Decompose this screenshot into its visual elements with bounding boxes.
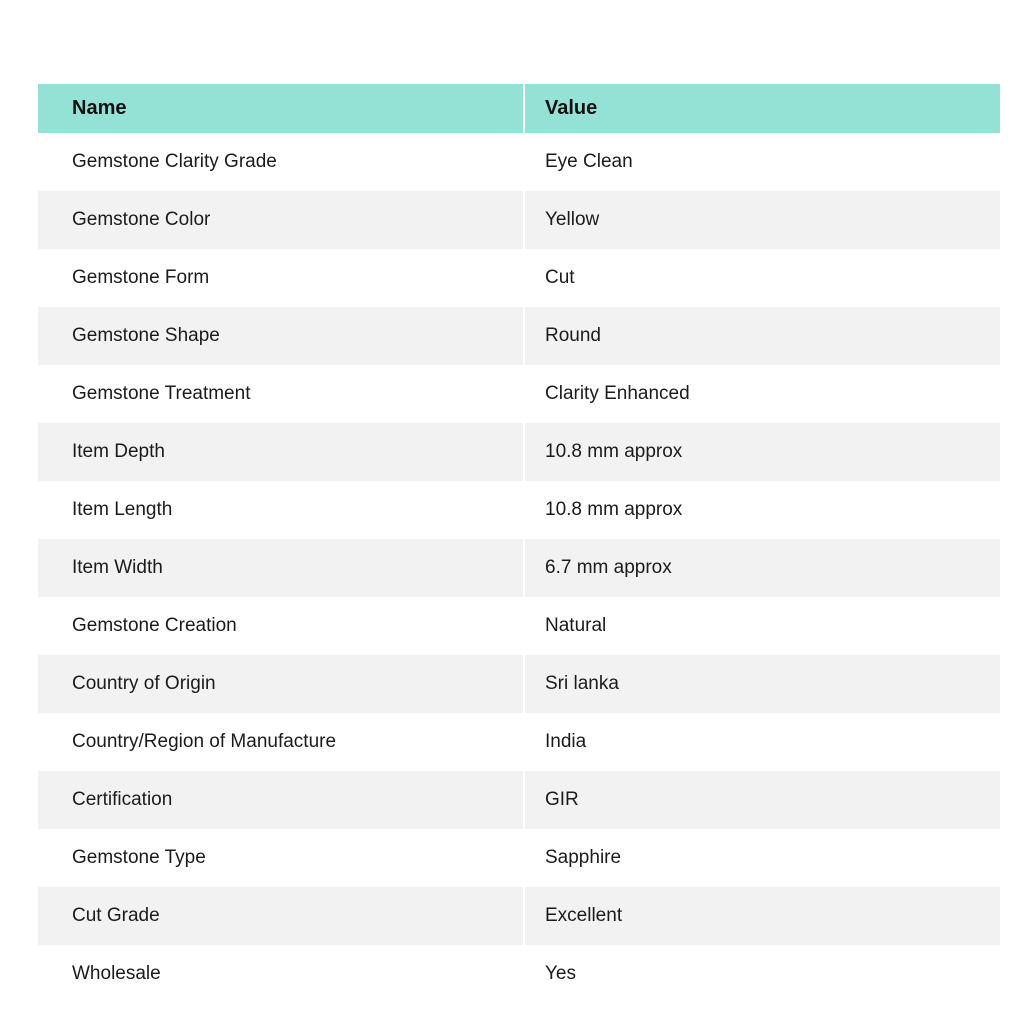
table-row [38, 771, 1000, 829]
cell-name: Gemstone Form [38, 249, 524, 307]
cell-name: Item Width [38, 539, 524, 597]
table-row [38, 191, 1000, 249]
table-row [38, 945, 1000, 1003]
cell-name: Item Length [38, 481, 524, 539]
cell-value: 10.8 mm approx [524, 423, 1000, 481]
cell-name: Gemstone Creation [38, 597, 524, 655]
table-row [38, 249, 1000, 307]
cell-value: Yellow [524, 191, 1000, 249]
cell-value: Sapphire [524, 829, 1000, 887]
cell-name: Gemstone Treatment [38, 365, 524, 423]
cell-value: Yes [524, 945, 1000, 1003]
cell-name: Country/Region of Manufacture [38, 713, 524, 771]
cell-value: 10.8 mm approx [524, 481, 1000, 539]
cell-value: Excellent [524, 887, 1000, 945]
cell-value: Natural [524, 597, 1000, 655]
header-row [38, 84, 1000, 133]
table-row [38, 539, 1000, 597]
table-row [38, 481, 1000, 539]
cell-name: Item Depth [38, 423, 524, 481]
spec-table [38, 84, 1000, 1003]
table-row [38, 829, 1000, 887]
cell-name: Gemstone Clarity Grade [38, 133, 524, 191]
table-row [38, 307, 1000, 365]
column-header-name: Name [38, 84, 524, 133]
table-row [38, 365, 1000, 423]
table-row [38, 713, 1000, 771]
cell-value: Eye Clean [524, 133, 1000, 191]
cell-name: Gemstone Color [38, 191, 524, 249]
cell-name: Gemstone Shape [38, 307, 524, 365]
cell-value: 6.7 mm approx [524, 539, 1000, 597]
cell-value: Round [524, 307, 1000, 365]
cell-name: Cut Grade [38, 887, 524, 945]
column-header-value: Value [524, 84, 1000, 133]
table-row [38, 423, 1000, 481]
cell-name: Certification [38, 771, 524, 829]
cell-name: Gemstone Type [38, 829, 524, 887]
cell-value: Clarity Enhanced [524, 365, 1000, 423]
cell-name: Wholesale [38, 945, 524, 1003]
table-row [38, 597, 1000, 655]
cell-name: Country of Origin [38, 655, 524, 713]
table-row [38, 887, 1000, 945]
cell-value: Cut [524, 249, 1000, 307]
table-row [38, 655, 1000, 713]
cell-value: Sri lanka [524, 655, 1000, 713]
cell-value: GIR [524, 771, 1000, 829]
cell-value: India [524, 713, 1000, 771]
table-row [38, 133, 1000, 191]
